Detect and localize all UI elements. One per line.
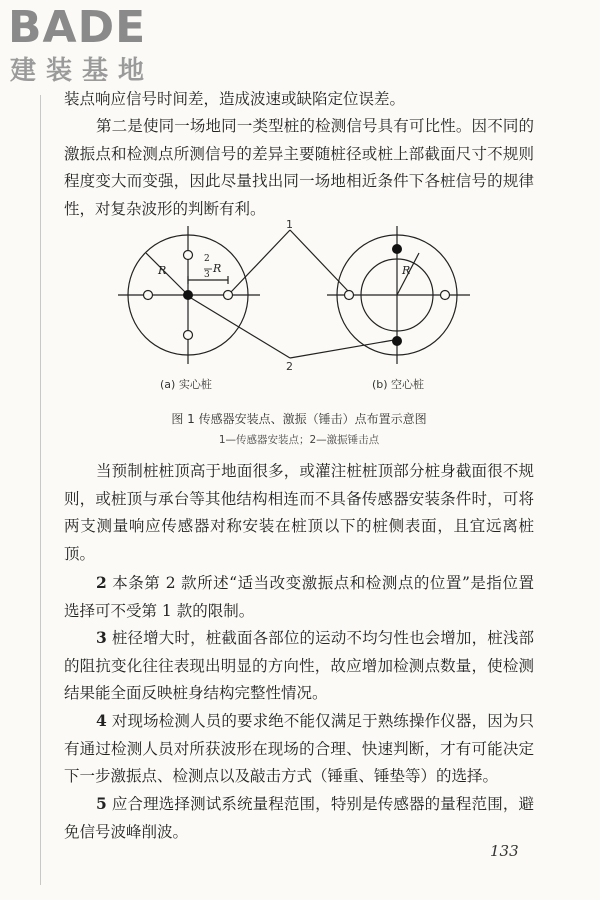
label-2: 2 (286, 360, 293, 373)
clause-3 (64, 624, 534, 708)
fraction-denominator: 3 (204, 270, 210, 280)
figure-caption: 图 1 传感器安装点、激振（锤击）点布置示意图 (171, 412, 427, 426)
leader-1-right (290, 230, 348, 291)
hollow-pile-sensor-right (441, 291, 450, 300)
leader-2-right (290, 340, 394, 358)
radius-label-right: R (402, 264, 411, 277)
radius-label-left: R (158, 264, 167, 277)
solid-pile-hammer-point (183, 290, 193, 300)
subfigure-a-label: (a) 实心桩 (160, 378, 212, 391)
solid-pile-sensor-top (184, 251, 193, 260)
subfigure-b-label: (b) 空心桩 (372, 378, 425, 391)
paragraph-0: 装点响应信号时间差，造成波速或缺陷定位误差。 (64, 90, 406, 108)
clause-5 (64, 790, 534, 846)
logo-subtitle: 建装基地 (10, 56, 155, 86)
hollow-pile-hammer-point-bottom (392, 336, 402, 346)
solid-pile-sensor-bottom (184, 331, 193, 340)
paragraph-1: 第二是使同一场地同一类型桩的检测信号具有可比性。因不同的激振点和检测点所测信号的差异主要随桩径或桩上部截面尺寸不规则程度变大而变强，因此尽量找出同一场地相近条件下各桩信号的规律性，对复杂波形的判断有利。 (64, 117, 534, 218)
clause-5-number: 5 (96, 794, 107, 813)
clause-2-text: 本条第 2 款所述“适当改变激振点和检测点的位置”是指位置选择可不受第 1 款的限制。 (64, 574, 534, 620)
bade-logo (8, 4, 178, 94)
label-1: 1 (286, 218, 293, 231)
clause-4-text: 对现场检测人员的要求绝不能仅满足于熟练操作仪器，因为只有通过检测人员对所获波形在现场的合理、快速判断，才有可能决定下一步激振点、检测点以及敲击方式（锤重、锤垫等）的选择。 (64, 712, 534, 785)
fraction-R: R (213, 262, 222, 275)
hollow-pile-sensor-left (345, 291, 354, 300)
sensor-layout-figure (110, 218, 480, 396)
fraction-numerator: 2 (204, 254, 210, 264)
hollow-pile-hammer-point-top (392, 244, 402, 254)
figure-svg (110, 218, 480, 396)
paragraph-2: 当预制桩桩顶高于地面很多，或灌注桩桩顶部分桩身截面很不规则，或桩顶与承台等其他结构相连而不具备传感器安装条件时，可将两支测量响应传感器对称安装在桩顶以下的桩侧表面，且宜远离桩顶。 (64, 462, 534, 563)
page-number: 133 (490, 842, 519, 860)
solid-pile-radius (146, 253, 188, 295)
solid-pile-sensor-left (144, 291, 153, 300)
clause-4 (64, 707, 534, 791)
logo-brand: BADE (8, 2, 147, 53)
clause-5-text: 应合理选择测试系统量程范围，特别是传感器的量程范围，避免信号波峰削波。 (64, 795, 534, 841)
binding-margin-line (40, 95, 41, 885)
clause-2 (64, 569, 534, 625)
leader-1-left (231, 230, 290, 292)
clause-4-number: 4 (96, 711, 107, 730)
figure-legend: 1—传感器安装点；2—激振锤击点 (218, 434, 380, 446)
clause-2-number: 2 (96, 573, 107, 592)
leader-2-left (191, 298, 290, 358)
clause-3-number: 3 (96, 628, 107, 647)
clause-3-text: 桩径增大时，桩截面各部位的运动不均匀性也会增加，桩浅部的阻抗变化往往表现出明显的方向性，故应增加检测点数量，使检测结果能全面反映桩身结构完整性情况。 (64, 629, 534, 702)
